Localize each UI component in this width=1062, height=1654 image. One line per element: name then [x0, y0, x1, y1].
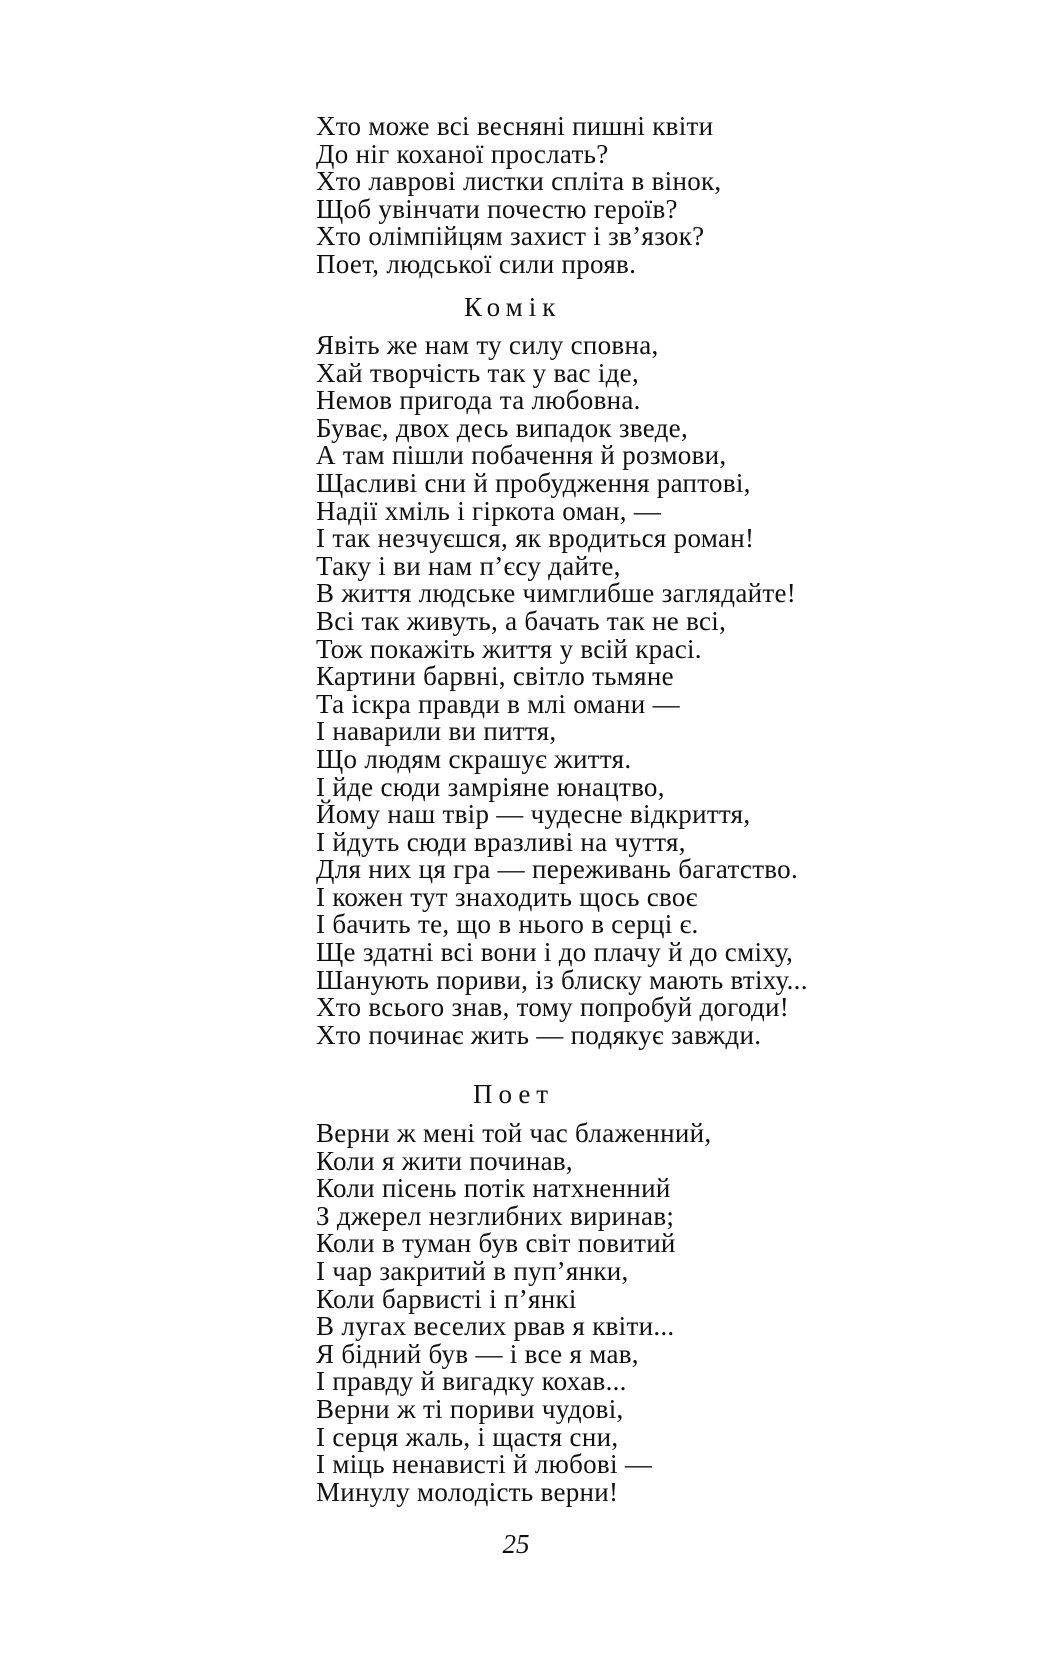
verse-line: Коли пісень потік натхненний	[316, 1173, 671, 1204]
verse-line: Минулу молодість верни!	[316, 1476, 619, 1507]
verse-line: Коли барвисті і п’янкі	[316, 1283, 577, 1314]
verse-line: Щасливі сни й пробудження раптові,	[316, 467, 751, 498]
verse-line: Ще здатні всі вони і до плачу й до сміху,	[316, 937, 794, 968]
verse-line: Хто починає жить — подякує завжди.	[316, 1019, 762, 1050]
verse-line: Верни ж мені той час блаженний,	[316, 1118, 712, 1148]
speaker-heading-poet: Поет	[473, 1079, 555, 1109]
verse-line: І бачить те, що в нього в серці є.	[316, 909, 699, 940]
verse-line: Явіть же нам ту силу сповна,	[316, 330, 659, 360]
verse-line: Тож покажіть життя у всій красі.	[316, 633, 702, 664]
verse-line: Шанують пориви, із блиску мають втіху...	[316, 964, 808, 995]
verse-line: Для них ця гра — переживань багатство.	[316, 854, 799, 885]
verse-line: І йде сюди замріяне юнацтво,	[316, 771, 665, 802]
verse-line: Надії хміль і гіркота оман, —	[316, 495, 662, 526]
verse-line: Картини барвні, світло тьмяне	[316, 661, 674, 692]
verse-line: Хай творчість так у вас іде,	[316, 357, 640, 388]
verse-line: Хто може всі весняні пишні квіти	[316, 111, 714, 141]
verse-line: З джерел незглибних виринав;	[316, 1200, 675, 1231]
verse-line: І чар закритий в пуп’янки,	[316, 1255, 629, 1286]
verse-line: Коли в туман був світ повитий	[316, 1228, 676, 1259]
verse-line: Та іскра правди в млі омани —	[316, 688, 680, 719]
verse-line: А там пішли побачення й розмови,	[316, 440, 727, 471]
verse-line: Коли я жити починав,	[316, 1145, 573, 1176]
verse-line: Таку і ви нам п’єсу дайте,	[316, 550, 621, 581]
verse-line: Буває, двох десь випадок зведе,	[316, 412, 689, 443]
verse-line: І так незчуєшся, як вродиться роман!	[316, 523, 755, 554]
speaker-heading-komik: Комік	[464, 292, 562, 322]
verse-line: Верни ж ті пориви чудові,	[316, 1393, 624, 1424]
verse-line: Щоб увінчати почестю героїв?	[316, 193, 678, 224]
verse-line: Немов пригода та любовна.	[316, 385, 641, 416]
verse-line: Що людям скрашує життя.	[316, 743, 632, 774]
verse-line: І серця жаль, і щастя сни,	[316, 1421, 619, 1452]
verse-line: Всі так живуть, а бачать так не всі,	[316, 605, 727, 636]
verse-line: І йдуть сюди вразливі на чуття,	[316, 826, 686, 857]
verse-line: І наварили ви пиття,	[316, 716, 557, 747]
verse-line: В життя людське чимглибше заглядайте!	[316, 578, 797, 609]
verse-line: Поет, людської сили прояв.	[316, 248, 637, 279]
verse-line: До ніг коханої прослать?	[316, 138, 609, 169]
verse-line: В лугах веселих рвав я квіти...	[316, 1311, 675, 1342]
verse-line: Йому наш твір — чудесне відкриття,	[316, 799, 751, 830]
verse-line: Я бідний був — і все я мав,	[316, 1338, 639, 1369]
verse-line: І правду й вигадку кохав...	[316, 1366, 627, 1397]
verse-line: Хто всього знав, тому попробуй догоди!	[316, 992, 790, 1023]
verse-line: І міць ненависті й любові —	[316, 1449, 653, 1480]
verse-line: І кожен тут знаходить щось своє	[316, 881, 698, 912]
page-number: 25	[502, 1529, 530, 1559]
stanza-intro	[316, 113, 721, 279]
verse-line: Хто олімпійцям захист і зв’язок?	[316, 221, 705, 252]
stanza-komik	[316, 332, 808, 1049]
verse-line: Хто лаврові листки спліта в вінок,	[316, 166, 722, 197]
stanza-poet	[316, 1120, 711, 1506]
